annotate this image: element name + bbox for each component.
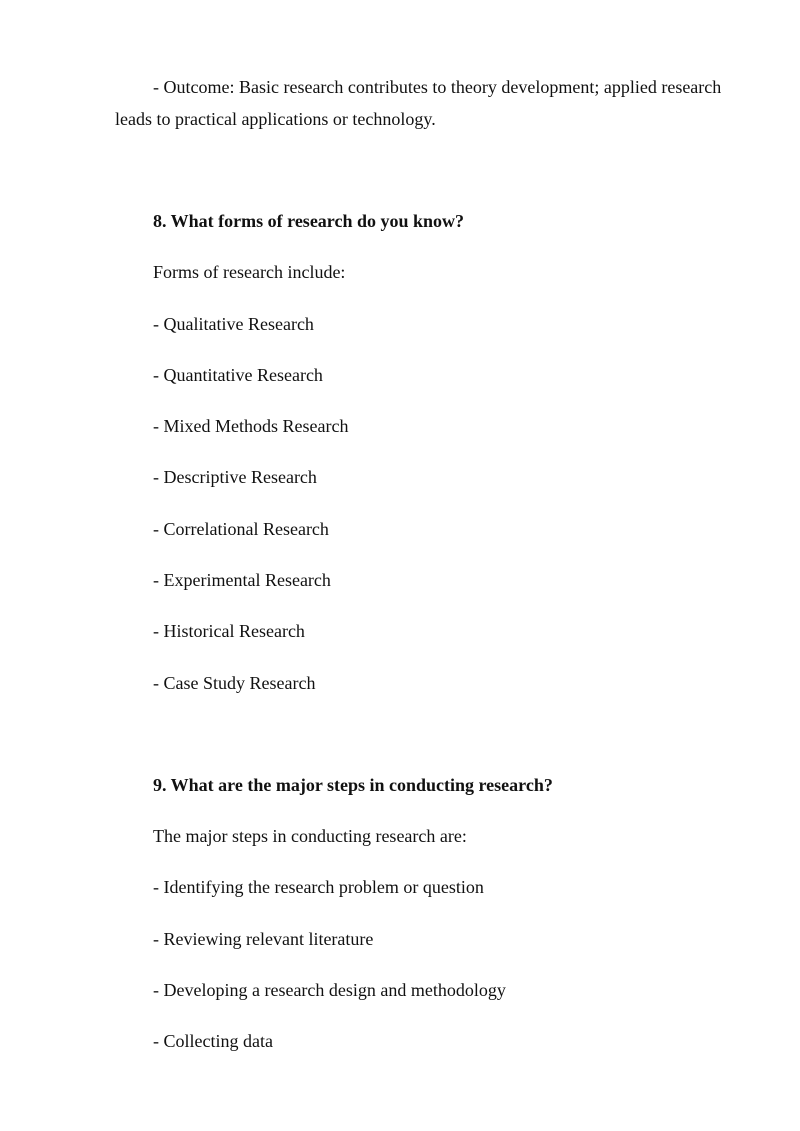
section-8-heading: 8. What forms of research do you know? xyxy=(153,211,465,231)
list-item: - Qualitative Research xyxy=(153,314,314,334)
list-item: - Case Study Research xyxy=(153,673,316,693)
list-item: - Mixed Methods Research xyxy=(153,416,349,436)
list-item: - Collecting data xyxy=(153,1031,273,1051)
list-item: - Reviewing relevant literature xyxy=(153,929,374,949)
list-item: - Identifying the research problem or question xyxy=(153,877,484,897)
section-8-lead: Forms of research include: xyxy=(153,262,346,282)
list-item: - Developing a research design and methodology xyxy=(153,980,506,1000)
list-item: - Historical Research xyxy=(153,621,305,641)
section-9-heading: 9. What are the major steps in conducting research? xyxy=(153,775,553,795)
section-9-lead: The major steps in conducting research are: xyxy=(153,826,467,846)
list-item: - Experimental Research xyxy=(153,570,331,590)
list-item: - Descriptive Research xyxy=(153,467,317,487)
list-item: - Quantitative Research xyxy=(153,365,323,385)
list-item: - Correlational Research xyxy=(153,519,329,539)
outcome-paragraph: - Outcome: Basic research contributes to theory development; applied research leads to practical applications or technology. xyxy=(115,77,722,129)
